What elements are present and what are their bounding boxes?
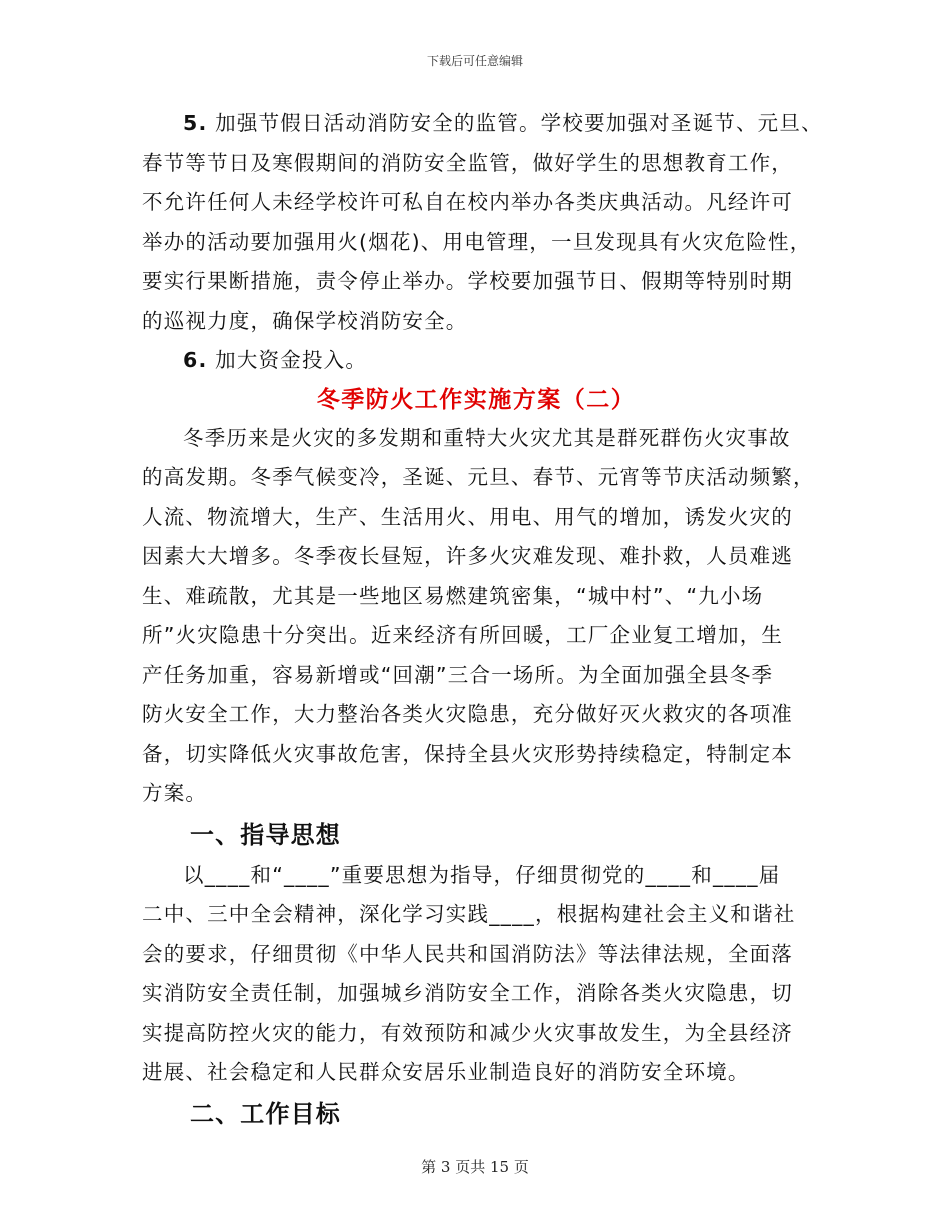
heading-work-goals: 二、工作目标 [189, 1099, 341, 1128]
intro-paragraph [142, 419, 815, 814]
item-5-number: 5. [183, 111, 208, 135]
intro-line-8: 防火安全工作，大力整治各类火灾隐患，充分做好灭火救灾的各项准 [142, 702, 793, 726]
heading-guiding-ideology: 一、指导思想 [189, 820, 341, 849]
item-5-line-1: 加强节假日活动消防安全的监管。学校要加强对圣诞节、元旦、 [215, 111, 823, 135]
document-body [142, 104, 823, 1135]
intro-line-4: 因素大大增多。冬季夜长昼短，许多火灾难发现、难扑救，人员难逃 [142, 544, 793, 568]
intro-line-7: 产任务加重，容易新增或“回潮”三合一场所。为全面加强全县冬季 [142, 662, 774, 687]
item-5-line-4: 举办的活动要加强用火(烟花)、用电管理，一旦发现具有火灾危险性， [142, 229, 812, 254]
item-6-paragraph [142, 341, 810, 381]
item-5-line-5: 要实行果断措施，责令停止举办。学校要加强节日、假期等特别时期 [142, 269, 793, 293]
item-6-text: 加大资金投入。 [215, 348, 368, 372]
intro-line-10: 方案。 [142, 781, 208, 805]
page-header: 下载后可任意编辑 [426, 54, 523, 68]
guiding-line-6: 进展、社会稳定和人民群众安居乐业制造良好的消防安全环境。 [142, 1060, 750, 1084]
item-5-line-6: 的巡视力度，确保学校消防安全。 [142, 308, 468, 333]
intro-line-6: 所”火灾隐患十分突出。近来经济有所回暖，工厂企业复工增加，生 [142, 623, 784, 647]
intro-line-2: 的高发期。冬季气候变冷，圣诞、元旦、春节、元宵等节庆活动频繁， [142, 465, 815, 489]
intro-line-5: 生、难疏散，尤其是一些地区易燃建筑密集，“城中村”、“九小场 [142, 583, 764, 608]
guiding-line-1: 以____和“____”重要思想为指导，仔细贯彻党的____和____届 [183, 862, 781, 887]
guiding-line-3: 会的要求，仔细贯彻《中华人民共和国消防法》等法律法规，全面落 [142, 941, 793, 966]
guiding-line-2: 二中、三中全会精神，深化学习实践____，根据构建社会主义和谐社 [142, 902, 796, 926]
intro-line-1: 冬季历来是火灾的多发期和重特大火灾尤其是群死群伤火灾事故 [183, 425, 791, 450]
item-6-number: 6. [183, 348, 208, 372]
page-footer: 第 3 页共 15 页 [421, 1158, 529, 1176]
item-5-paragraph [142, 104, 823, 341]
intro-line-9: 备，切实降低火灾事故危害，保持全县火灾形势持续稳定，特制定本 [142, 741, 793, 766]
intro-line-3: 人流、物流增大，生产、生活用火、用电、用气的增加，诱发火灾的 [142, 504, 793, 529]
guiding-line-4: 实消防安全责任制，加强城乡消防安全工作，消除各类火灾隐患，切 [142, 981, 793, 1005]
guiding-paragraph [142, 856, 810, 1093]
item-5-line-2: 春节等节日及寒假期间的消防安全监管，做好学生的思想教育工作， [142, 150, 793, 175]
item-5-line-3: 不允许任何人未经学校许可私自在校内举办各类庆典活动。凡经许可 [142, 190, 793, 214]
section-title: 冬季防火工作实施方案（二） [316, 386, 636, 413]
guiding-line-5: 实提高防控火灾的能力，有效预防和减少火灾事故发生，为全县经济 [142, 1020, 793, 1045]
